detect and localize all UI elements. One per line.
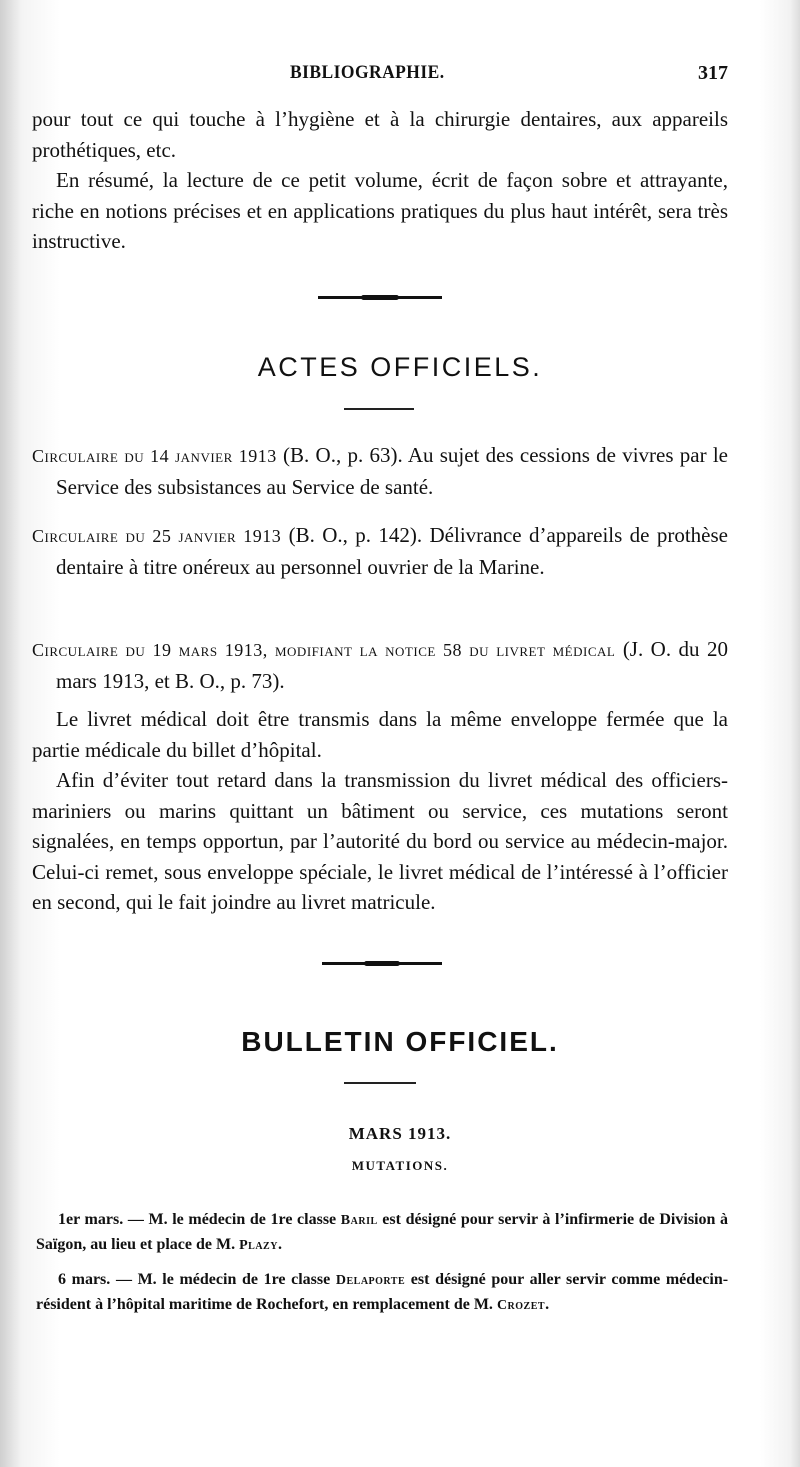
mutation-item: 6 mars. — M. le médecin de 1re classe Delaporte est désigné pour aller servir comme médecin-résident à l’hôpital maritime de Rochefort, en remplacement de M. Crozet. — [36, 1271, 729, 1313]
actes-entry-1 — [32, 440, 728, 503]
circular-ref: (B. O., p. 142). — [288, 523, 423, 547]
page-header — [290, 62, 728, 88]
actes-entry-3 — [32, 634, 728, 697]
intro-text — [32, 104, 728, 257]
month-heading: MARS 1913. — [348, 1124, 452, 1143]
person-name: Baril — [340, 1213, 378, 1228]
livret-paragraph: Le livret médical doit être transmis dans la même enveloppe fermée que la partie médicale du billet d’hôpital. — [32, 707, 728, 762]
circular-text: Délivrance d’appareils de prothèse dentaire à titre onéreux au personnel ouvrier de la Marine. — [56, 523, 728, 579]
person-name: Delaporte — [335, 1273, 406, 1288]
intro-paragraph-2: En résumé, la lecture de ce petit volume, écrit de façon sobre et attrayante, riche en notions précises et en applications pratiques du plus haut intérêt, sera très instructive. — [32, 168, 728, 253]
mutation-list — [36, 1208, 728, 1318]
circular-label: Circulaire du 14 janvier 1913 — [32, 446, 277, 466]
person-name: Crozet — [496, 1298, 546, 1313]
circular-label: Circulaire du 19 mars 1913, modifiant la notice 58 du livret médical — [32, 640, 616, 660]
ornamental-rule-2 — [322, 962, 442, 965]
actes-body-text — [32, 704, 728, 918]
circular-ref: (B. O., p. 63). — [283, 443, 403, 467]
title-underline-2 — [344, 1082, 416, 1084]
mutations-heading: MUTATIONS. — [351, 1158, 449, 1173]
title-underline-1 — [344, 408, 414, 410]
circular-text: Au sujet des cessions de vivres par le Service des subsistances au Service de santé. — [56, 443, 728, 499]
circular-ref: (J. O. du 20 mars 1913, et B. O., p. 73). — [56, 637, 729, 693]
page-number: 317 — [698, 62, 728, 84]
intro-paragraph-1: pour tout ce qui touche à l’hygiène et à la chirurgie dentaires, aux appareils prothétiques, etc. — [32, 107, 728, 162]
mutation-item: 1er mars. — M. le médecin de 1re classe Baril est désigné pour servir à l’infirmerie de Division à Saïgon, au lieu et place de M. Plazy. — [36, 1211, 729, 1253]
person-name: Plazy — [239, 1238, 278, 1253]
afin-paragraph: Afin d’éviter tout retard dans la transmission du livret médical des officiers-mariniers ou marins quittant un bâtiment ou service, ces mutations seront signalées, en temps opportun, par l’autorité du bord ou service au médecin-major. Celui-ci remet, sous enveloppe spéciale, le livret médical de l’intéressé à l’officier en second, qui le fait joindre au livret matricule. — [32, 768, 728, 914]
bulletin-title: BULLETIN OFFICIEL. — [241, 1026, 559, 1057]
actes-title: ACTES OFFICIELS. — [257, 352, 543, 382]
circular-label: Circulaire du 25 janvier 1913 — [32, 526, 282, 546]
running-head: BIBLIOGRAPHIE. — [290, 62, 445, 83]
ornamental-rule-1 — [318, 296, 442, 299]
actes-entry-2 — [32, 520, 728, 583]
